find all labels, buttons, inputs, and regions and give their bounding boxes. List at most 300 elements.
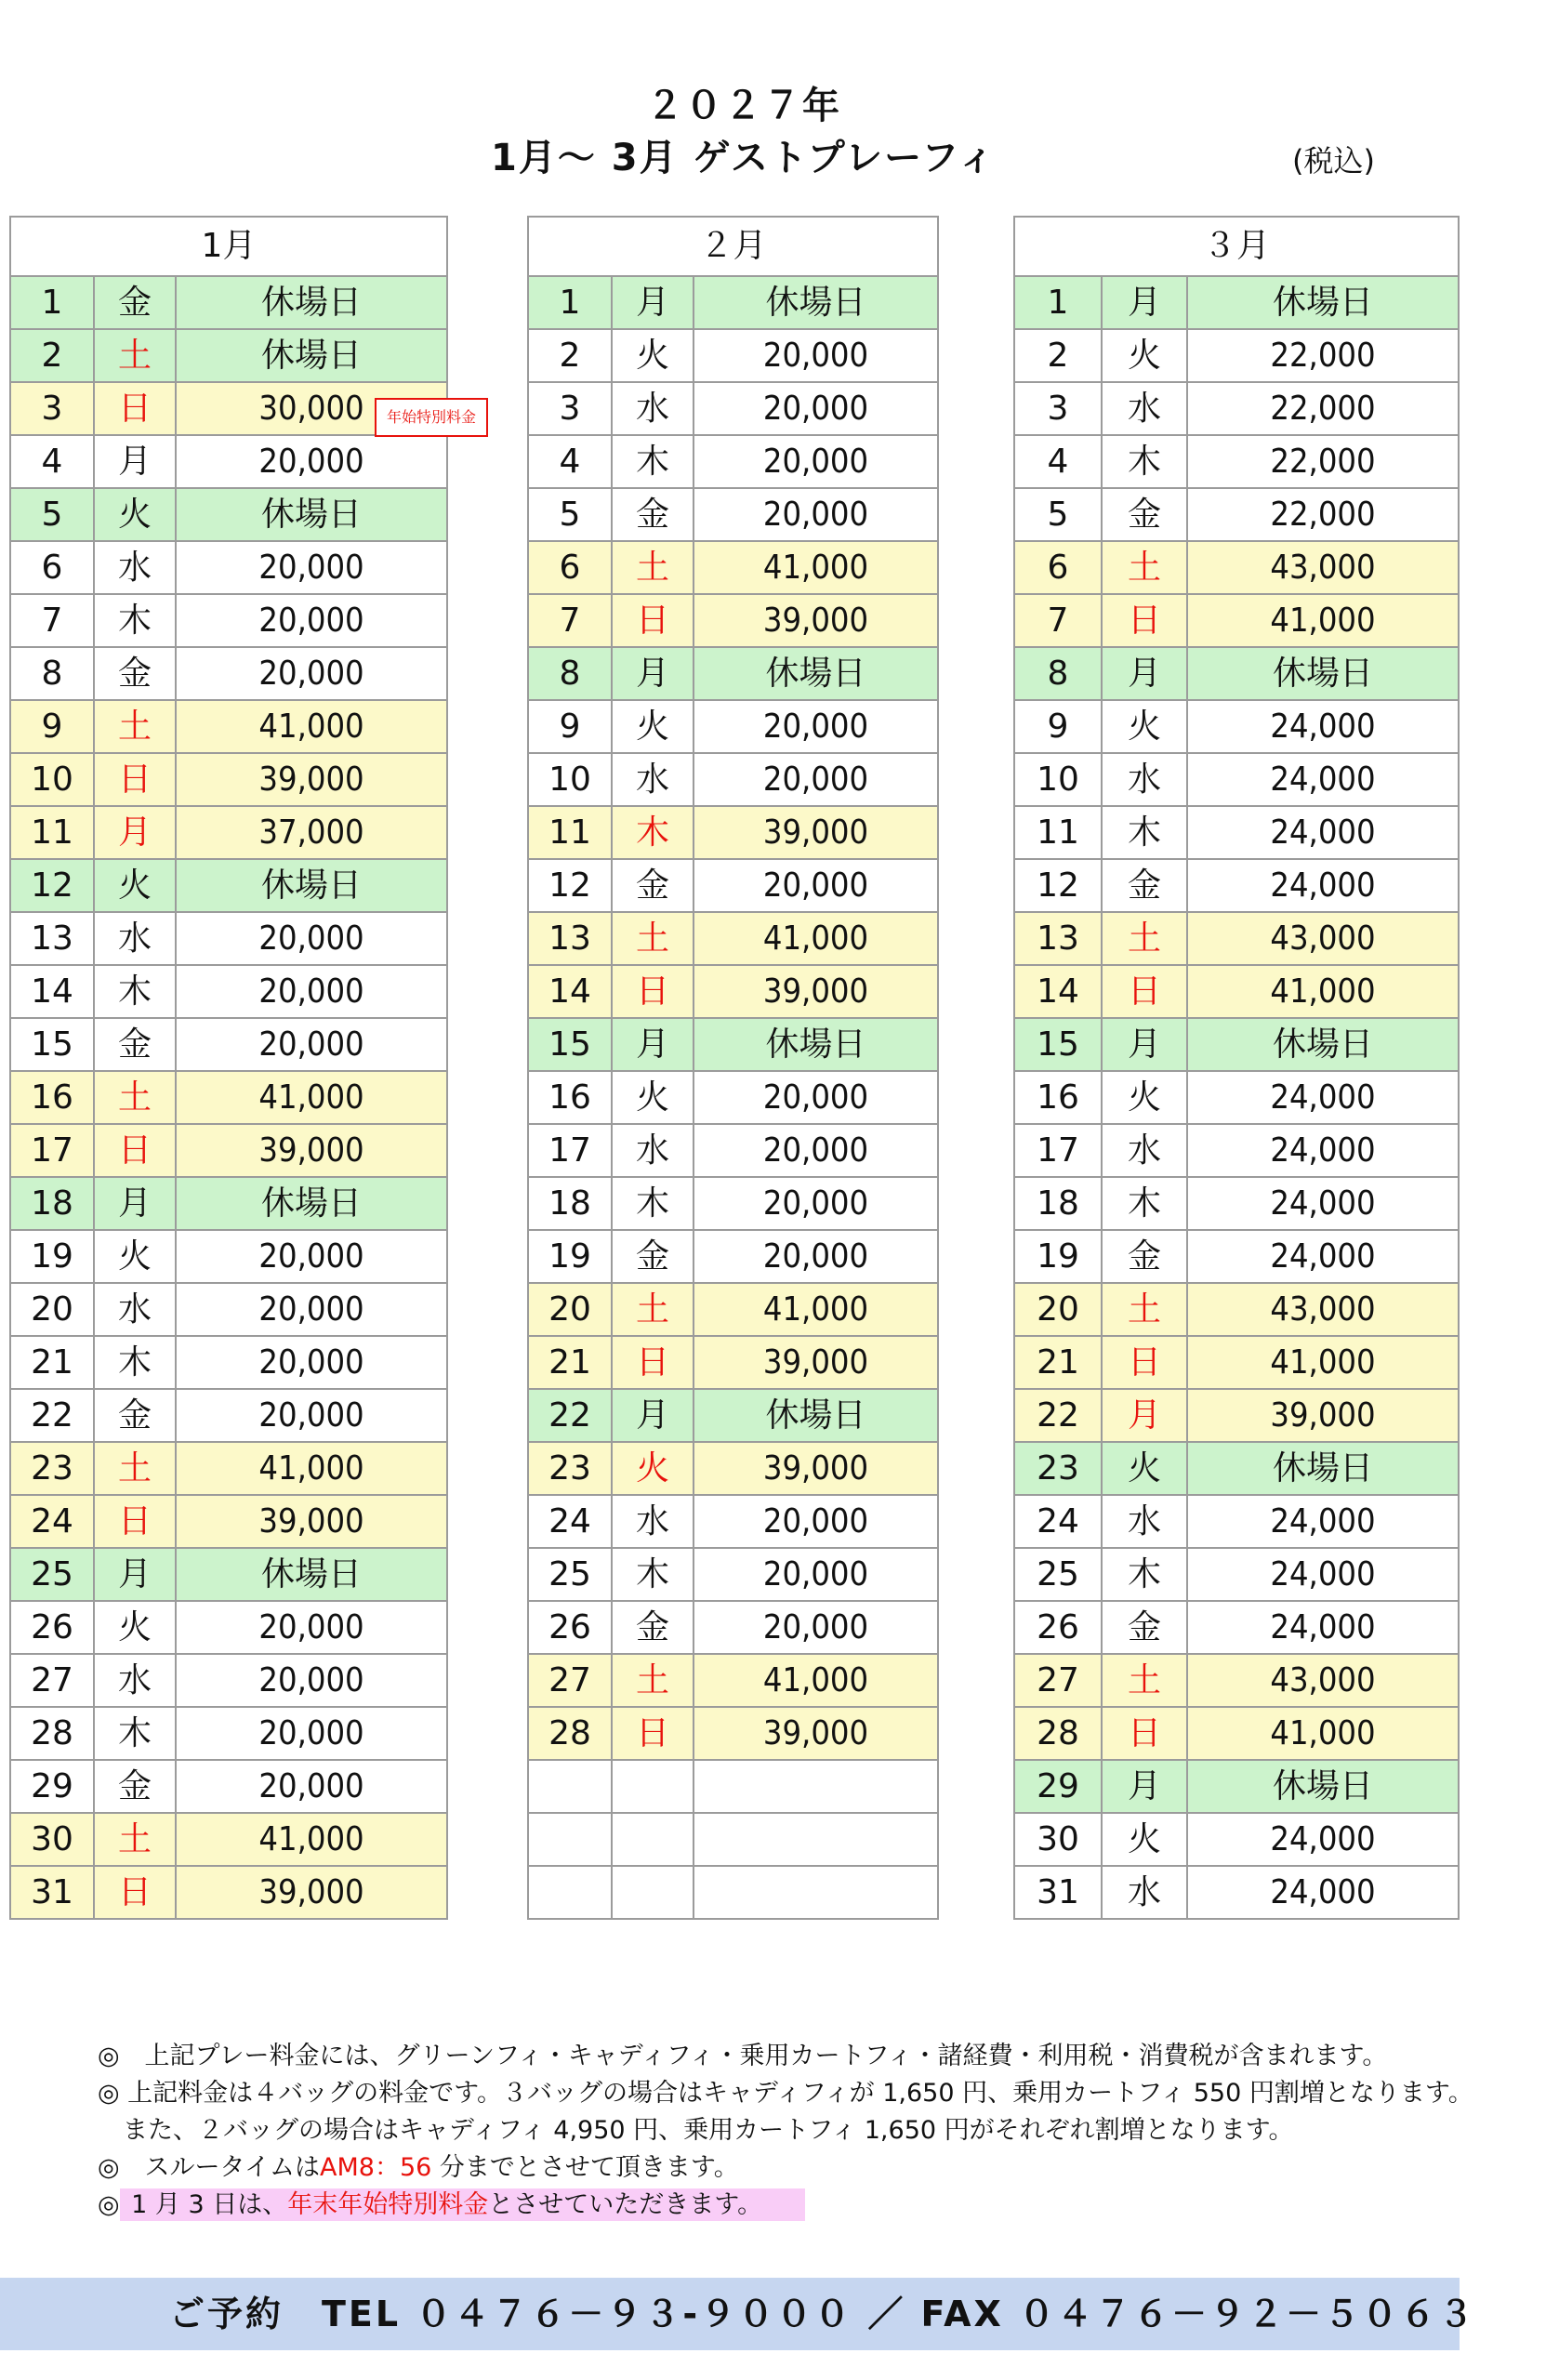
day-number-cell: 3 [10,382,94,435]
weekday-cell: 月 [1102,1389,1187,1442]
price-cell: 20,000 [694,700,938,753]
price-cell: 43,000 [1187,912,1459,965]
day-row [528,435,938,488]
weekday-cell: 月 [1102,1760,1187,1813]
weekday-cell: 金 [94,1760,176,1813]
weekday-cell: 土 [94,329,176,382]
day-row [10,1707,447,1760]
day-number-cell: 10 [1014,753,1102,806]
day-row [528,488,938,541]
day-number-cell: 26 [528,1601,612,1654]
weekday-cell: 木 [94,594,176,647]
weekday-cell: 木 [94,965,176,1018]
weekday-cell: 日 [94,1495,176,1548]
day-row [1014,488,1459,541]
price-cell: 22,000 [1187,382,1459,435]
note-2: ◎ 上記料金は４バッグの料金です。３バッグの場合はキャディフィが 1,650 円、乗用カートフィ 550 円割増となります。 [98,2079,1473,2108]
day-number-cell: 24 [1014,1495,1102,1548]
price-cell: 休場日 [1187,1760,1459,1813]
weekday-cell: 金 [612,1601,694,1654]
weekday-cell: 火 [94,1230,176,1283]
weekday-cell: 金 [1102,1230,1187,1283]
weekday-cell: 金 [94,647,176,700]
price-cell: 休場日 [176,1548,447,1601]
empty-cell [528,1760,612,1813]
day-row [1014,1548,1459,1601]
day-row [1014,1071,1459,1124]
weekday-cell: 日 [1102,1336,1187,1389]
weekday-cell: 日 [612,594,694,647]
price-cell: 24,000 [1187,1177,1459,1230]
day-row [1014,647,1459,700]
day-row [1014,965,1459,1018]
day-number-cell: 2 [10,329,94,382]
price-cell: 43,000 [1187,541,1459,594]
calendar-march [1013,216,1460,1920]
calendar-january [9,216,448,1920]
day-row [10,1336,447,1389]
day-row [10,329,447,382]
price-cell: 休場日 [694,1389,938,1442]
day-row [10,1230,447,1283]
day-number-cell: 22 [10,1389,94,1442]
price-cell: 20,000 [694,382,938,435]
weekday-cell: 土 [612,912,694,965]
day-number-cell: 27 [1014,1654,1102,1707]
day-number-cell: 3 [528,382,612,435]
day-number-cell: 30 [1014,1813,1102,1866]
weekday-cell: 月 [94,806,176,859]
note-3: また、２バッグの場合はキャディフィ 4,950 円、乗用カートフィ 1,650 円がそれぞれ割増となります。 [98,2116,1294,2145]
day-number-cell: 18 [10,1177,94,1230]
day-number-cell: 25 [10,1548,94,1601]
reservation-footer [0,2278,1477,2350]
day-row [10,912,447,965]
day-number-cell: 16 [1014,1071,1102,1124]
weekday-cell: 金 [94,276,176,329]
day-number-cell: 9 [10,700,94,753]
price-cell: 24,000 [1187,1071,1459,1124]
price-cell: 20,000 [176,1654,447,1707]
day-number-cell: 8 [528,647,612,700]
weekday-cell: 火 [94,1601,176,1654]
empty-cell [694,1866,938,1919]
day-row [10,1601,447,1654]
day-number-cell: 30 [10,1813,94,1866]
price-cell: 39,000 [176,1495,447,1548]
day-row [1014,1283,1459,1336]
price-cell: 20,000 [694,435,938,488]
day-row [10,1866,447,1919]
day-row [10,1442,447,1495]
day-row [1014,329,1459,382]
day-number-cell: 13 [528,912,612,965]
notes [98,2038,1473,2224]
day-number-cell: 14 [10,965,94,1018]
weekday-cell: 木 [612,1548,694,1601]
day-number-cell: 5 [1014,488,1102,541]
price-cell: 39,000 [176,1866,447,1919]
price-cell: 休場日 [694,276,938,329]
day-row [1014,594,1459,647]
weekday-cell: 日 [612,965,694,1018]
day-number-cell: 2 [1014,329,1102,382]
empty-cell [528,1813,612,1866]
day-number-cell: 8 [10,647,94,700]
day-row [528,1654,938,1707]
weekday-cell: 日 [94,382,176,435]
price-cell: 休場日 [694,1018,938,1071]
day-number-cell: 19 [528,1230,612,1283]
price-cell: 20,000 [694,859,938,912]
price-cell: 休場日 [176,859,447,912]
day-row [528,1442,938,1495]
day-row [10,541,447,594]
price-cell: 20,000 [694,1495,938,1548]
day-row [528,1389,938,1442]
price-cell: 20,000 [176,594,447,647]
note-5-highlight [120,2188,806,2221]
day-row [1014,435,1459,488]
day-row [528,965,938,1018]
day-number-cell: 23 [528,1442,612,1495]
price-cell: 41,000 [176,1813,447,1866]
price-cell: 24,000 [1187,1601,1459,1654]
price-cell: 20,000 [176,1336,447,1389]
weekday-cell: 水 [1102,753,1187,806]
day-number-cell: 21 [528,1336,612,1389]
day-number-cell: 16 [528,1071,612,1124]
price-cell: 24,000 [1187,1548,1459,1601]
weekday-cell: 月 [612,276,694,329]
weekday-cell: 火 [1102,1071,1187,1124]
price-cell: 39,000 [176,753,447,806]
weekday-cell: 日 [1102,594,1187,647]
weekday-cell: 日 [612,1336,694,1389]
price-cell: 休場日 [176,1177,447,1230]
weekday-cell: 月 [1102,647,1187,700]
price-cell: 20,000 [694,1601,938,1654]
price-cell: 41,000 [1187,965,1459,1018]
day-number-cell: 22 [1014,1389,1102,1442]
day-row [10,1283,447,1336]
price-cell: 20,000 [176,912,447,965]
weekday-cell: 火 [612,329,694,382]
price-cell: 22,000 [1187,488,1459,541]
day-number-cell: 8 [1014,647,1102,700]
day-number-cell: 29 [1014,1760,1102,1813]
weekday-cell: 月 [612,1018,694,1071]
day-row [1014,912,1459,965]
day-row [1014,1442,1459,1495]
day-number-cell: 5 [10,488,94,541]
price-cell: 20,000 [176,965,447,1018]
weekday-cell: 金 [612,859,694,912]
day-row [1014,382,1459,435]
day-number-cell: 31 [1014,1866,1102,1919]
day-row [1014,1601,1459,1654]
day-number-cell: 13 [10,912,94,965]
price-cell: 休場日 [176,276,447,329]
day-row [10,435,447,488]
day-row [1014,1654,1459,1707]
weekday-cell: 金 [94,1018,176,1071]
price-cell: 24,000 [1187,1230,1459,1283]
weekday-cell: 水 [612,1495,694,1548]
day-row [528,1601,938,1654]
day-number-cell: 4 [10,435,94,488]
price-cell: 24,000 [1187,1866,1459,1919]
price-cell: 20,000 [176,1283,447,1336]
weekday-cell: 金 [612,1230,694,1283]
price-cell: 20,000 [694,1230,938,1283]
day-number-cell: 6 [528,541,612,594]
weekday-cell: 水 [94,1283,176,1336]
price-cell: 20,000 [694,753,938,806]
weekday-cell: 土 [1102,1283,1187,1336]
empty-cell [612,1866,694,1919]
price-cell: 24,000 [1187,859,1459,912]
reservation-contact: ご予約 TEL ０４７６－９３-９０００ ／ FAX ０４７６－９２－５０６３ [169,2294,1477,2334]
empty-row [528,1866,938,1919]
weekday-cell: 木 [94,1336,176,1389]
price-cell: 20,000 [176,541,447,594]
price-cell: 20,000 [176,1601,447,1654]
period-title: 1月～ 3月 ゲストプレーフィ [491,137,997,179]
weekday-cell: 水 [612,382,694,435]
day-number-cell: 27 [528,1654,612,1707]
day-number-cell: 20 [1014,1283,1102,1336]
day-number-cell: 25 [528,1548,612,1601]
price-cell: 20,000 [694,1124,938,1177]
weekday-cell: 土 [94,1071,176,1124]
price-cell: 22,000 [1187,435,1459,488]
day-row [10,1177,447,1230]
price-cell: 39,000 [1187,1389,1459,1442]
weekday-cell: 月 [1102,1018,1187,1071]
price-cell: 39,000 [694,1336,938,1389]
day-number-cell: 12 [1014,859,1102,912]
empty-cell [694,1813,938,1866]
weekday-cell: 日 [1102,1707,1187,1760]
note-4 [98,2149,1473,2187]
empty-cell [612,1813,694,1866]
day-row [10,700,447,753]
weekday-cell: 火 [1102,1442,1187,1495]
empty-cell [528,1866,612,1919]
price-cell: 41,000 [694,912,938,965]
weekday-cell: 土 [94,1813,176,1866]
price-cell: 24,000 [1187,1813,1459,1866]
price-cell: 20,000 [176,1018,447,1071]
price-cell: 20,000 [694,488,938,541]
month-header: 1月 [10,217,447,276]
price-cell: 41,000 [1187,1336,1459,1389]
weekday-cell: 火 [612,1071,694,1124]
price-cell: 20,000 [694,1177,938,1230]
day-row [528,753,938,806]
day-number-cell: 4 [1014,435,1102,488]
price-cell: 20,000 [176,1760,447,1813]
price-cell: 43,000 [1187,1654,1459,1707]
day-row [528,1124,938,1177]
day-row [1014,1177,1459,1230]
price-cell: 24,000 [1187,700,1459,753]
day-number-cell: 20 [528,1283,612,1336]
weekday-cell: 土 [1102,1654,1187,1707]
day-row [10,1654,447,1707]
weekday-cell: 木 [612,435,694,488]
weekday-cell: 日 [94,753,176,806]
month-header: ３月 [1014,217,1459,276]
day-number-cell: 24 [528,1495,612,1548]
day-row [10,1071,447,1124]
day-number-cell: 21 [10,1336,94,1389]
price-cell: 20,000 [176,435,447,488]
day-row [528,541,938,594]
day-row [1014,1389,1459,1442]
weekday-cell: 土 [612,1283,694,1336]
weekday-cell: 木 [1102,1548,1187,1601]
day-row [10,1813,447,1866]
weekday-cell: 日 [612,1707,694,1760]
day-number-cell: 4 [528,435,612,488]
tax-note: (税込) [1292,143,1375,178]
weekday-cell: 土 [612,541,694,594]
weekday-cell: 水 [1102,1124,1187,1177]
day-row [10,1760,447,1813]
day-number-cell: 17 [1014,1124,1102,1177]
price-cell: 41,000 [176,700,447,753]
day-row [528,912,938,965]
day-row [10,1389,447,1442]
calendar-february [527,216,939,1920]
weekday-cell: 火 [1102,329,1187,382]
day-row [528,1707,938,1760]
price-cell: 30,000 [176,382,447,435]
weekday-cell: 水 [1102,1866,1187,1919]
weekday-cell: 月 [94,1548,176,1601]
weekday-cell: 火 [94,859,176,912]
price-cell: 休場日 [176,329,447,382]
day-number-cell: 7 [1014,594,1102,647]
day-row [1014,1760,1459,1813]
note-5-mark: ◎ [98,2190,120,2219]
day-row [1014,1124,1459,1177]
day-number-cell: 28 [1014,1707,1102,1760]
price-cell: 22,000 [1187,329,1459,382]
price-cell: 37,000 [176,806,447,859]
day-number-cell: 10 [10,753,94,806]
day-row [528,700,938,753]
price-cell: 41,000 [694,1283,938,1336]
day-number-cell: 9 [528,700,612,753]
day-number-cell: 24 [10,1495,94,1548]
day-row [528,647,938,700]
day-number-cell: 6 [10,541,94,594]
price-cell: 休場日 [176,488,447,541]
day-number-cell: 1 [528,276,612,329]
weekday-cell: 日 [1102,965,1187,1018]
day-number-cell: 23 [10,1442,94,1495]
weekday-cell: 火 [612,1442,694,1495]
price-cell: 20,000 [694,329,938,382]
day-row [1014,700,1459,753]
note-1: ◎ 上記プレー料金には、グリーンフィ・キャディフィ・乗用カートフィ・諸経費・利用税・消費税が含まれます。 [98,2042,1388,2070]
weekday-cell: 水 [94,912,176,965]
day-number-cell: 28 [10,1707,94,1760]
price-cell: 20,000 [176,1707,447,1760]
empty-cell [612,1760,694,1813]
price-cell: 休場日 [1187,647,1459,700]
day-number-cell: 15 [10,1018,94,1071]
day-number-cell: 1 [10,276,94,329]
price-cell: 39,000 [694,594,938,647]
weekday-cell: 土 [94,1442,176,1495]
weekday-cell: 水 [94,541,176,594]
day-number-cell: 31 [10,1866,94,1919]
day-number-cell: 27 [10,1654,94,1707]
day-number-cell: 1 [1014,276,1102,329]
day-row [1014,1813,1459,1866]
weekday-cell: 木 [612,806,694,859]
day-row [528,1336,938,1389]
day-row [1014,1866,1459,1919]
day-number-cell: 11 [528,806,612,859]
weekday-cell: 土 [1102,541,1187,594]
price-cell: 休場日 [1187,1442,1459,1495]
month-header: ２月 [528,217,938,276]
weekday-cell: 日 [94,1866,176,1919]
price-cell: 20,000 [176,1389,447,1442]
day-number-cell: 23 [1014,1442,1102,1495]
price-cell: 39,000 [176,1124,447,1177]
day-row [10,965,447,1018]
price-cell: 41,000 [1187,1707,1459,1760]
weekday-cell: 火 [1102,1813,1187,1866]
day-number-cell: 13 [1014,912,1102,965]
weekday-cell: 月 [612,647,694,700]
price-cell: 41,000 [1187,594,1459,647]
day-number-cell: 26 [10,1601,94,1654]
day-number-cell: 7 [10,594,94,647]
price-cell: 20,000 [176,647,447,700]
weekday-cell: 金 [612,488,694,541]
weekday-cell: 月 [94,435,176,488]
weekday-cell: 木 [94,1707,176,1760]
day-row [1014,1230,1459,1283]
day-number-cell: 7 [528,594,612,647]
weekday-cell: 水 [94,1654,176,1707]
day-row [528,859,938,912]
day-row [1014,1495,1459,1548]
day-number-cell: 18 [1014,1177,1102,1230]
day-row [528,1548,938,1601]
day-number-cell: 11 [1014,806,1102,859]
day-row [528,276,938,329]
weekday-cell: 火 [94,488,176,541]
price-cell: 43,000 [1187,1283,1459,1336]
day-row [1014,806,1459,859]
day-number-cell: 25 [1014,1548,1102,1601]
day-number-cell: 22 [528,1389,612,1442]
day-row [10,276,447,329]
weekday-cell: 月 [1102,276,1187,329]
weekday-cell: 日 [94,1124,176,1177]
day-number-cell: 16 [10,1071,94,1124]
day-number-cell: 11 [10,806,94,859]
day-number-cell: 26 [1014,1601,1102,1654]
